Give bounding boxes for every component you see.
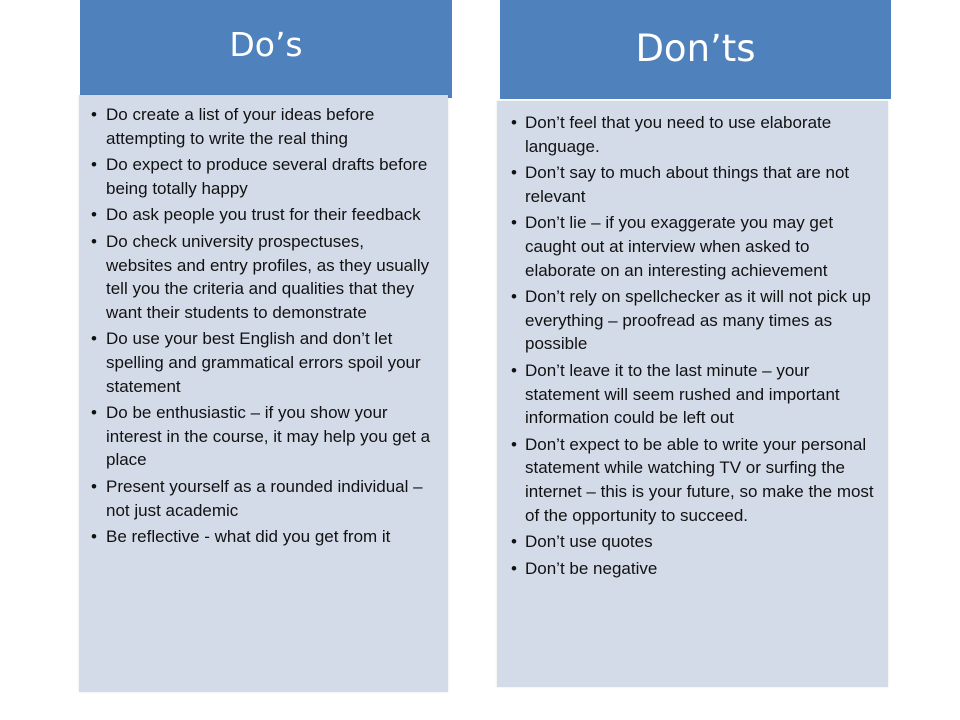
bullet-icon: •: [91, 329, 97, 349]
donts-item-text: Don’t be negative: [525, 558, 658, 578]
dos-item-text: Do be enthusiastic – if you show your interest in the course, it may help you get a place: [106, 403, 431, 470]
bullet-icon: •: [511, 213, 517, 233]
dos-list-item: [87, 153, 434, 200]
donts-item-text: Don’t leave it to the last minute – your statement will seem rushed and important information could be left out: [525, 360, 840, 428]
bullet-icon: •: [91, 476, 97, 496]
dos-list: [87, 103, 434, 549]
bullet-icon: •: [511, 287, 517, 307]
dos-panel: [79, 95, 448, 692]
donts-title: Don’ts: [635, 27, 756, 70]
bullet-icon: •: [511, 360, 517, 380]
dos-item-text: Do expect to produce several drafts before being totally happy: [106, 155, 428, 198]
donts-list-item: [507, 111, 876, 158]
donts-list: [507, 111, 876, 580]
donts-list-item: [507, 359, 876, 430]
donts-item-text: Don’t use quotes: [525, 532, 653, 552]
donts-list-item: [507, 433, 876, 527]
donts-list-item: [507, 285, 876, 356]
dos-list-item: [87, 103, 434, 150]
dos-title: Do’s: [229, 25, 303, 64]
dos-item-text: Do create a list of your ideas before attempting to write the real thing: [106, 105, 375, 148]
bullet-icon: •: [511, 163, 517, 183]
dos-item-text: Do ask people you trust for their feedback: [106, 205, 421, 225]
bullet-icon: •: [511, 558, 517, 578]
dos-header: [80, 0, 452, 98]
bullet-icon: •: [91, 205, 97, 225]
dos-list-item: [87, 475, 434, 522]
donts-panel: [497, 101, 888, 687]
dos-item-text: Do check university prospectuses, websites and entry profiles, as they usually tell you the criteria and qualities that they want their students to demonstrate: [106, 231, 430, 322]
donts-item-text: Don’t feel that you need to use elaborate language.: [525, 113, 832, 156]
dos-list-item: [87, 203, 434, 227]
donts-list-item: [507, 161, 876, 208]
bullet-icon: •: [91, 527, 97, 547]
bullet-icon: •: [91, 105, 97, 124]
bullet-icon: •: [91, 231, 97, 251]
dos-item-text: Do use your best English and don’t let spelling and grammatical errors spoil your statement: [106, 329, 421, 396]
dos-list-item: [87, 525, 434, 549]
donts-item-text: Don’t rely on spellchecker as it will not pick up everything – proofread as many times as possible: [525, 287, 871, 354]
donts-item-text: Don’t say to much about things that are not relevant: [525, 163, 850, 206]
bullet-icon: •: [511, 434, 517, 454]
dos-list-item: [87, 401, 434, 472]
bullet-icon: •: [511, 532, 517, 552]
donts-list-item: [507, 530, 876, 554]
bullet-icon: •: [91, 155, 97, 175]
dos-list-item: [87, 230, 434, 324]
dos-list-item: [87, 327, 434, 398]
bullet-icon: •: [511, 113, 517, 132]
dos-item-text: Be reflective - what did you get from it: [106, 527, 391, 547]
donts-list-item: [507, 557, 876, 581]
bullet-icon: •: [91, 403, 97, 423]
donts-header: [500, 0, 891, 99]
donts-list-item: [507, 211, 876, 282]
dos-item-text: Present yourself as a rounded individual – not just academic: [106, 476, 423, 520]
donts-item-text: Don’t lie – if you exaggerate you may get caught out at interview when asked to elaborate on an interesting achievement: [525, 213, 834, 280]
donts-item-text: Don’t expect to be able to write your personal statement while watching TV or surfing the internet – this is your future, so make the most of the opportunity to succeed.: [525, 434, 874, 525]
